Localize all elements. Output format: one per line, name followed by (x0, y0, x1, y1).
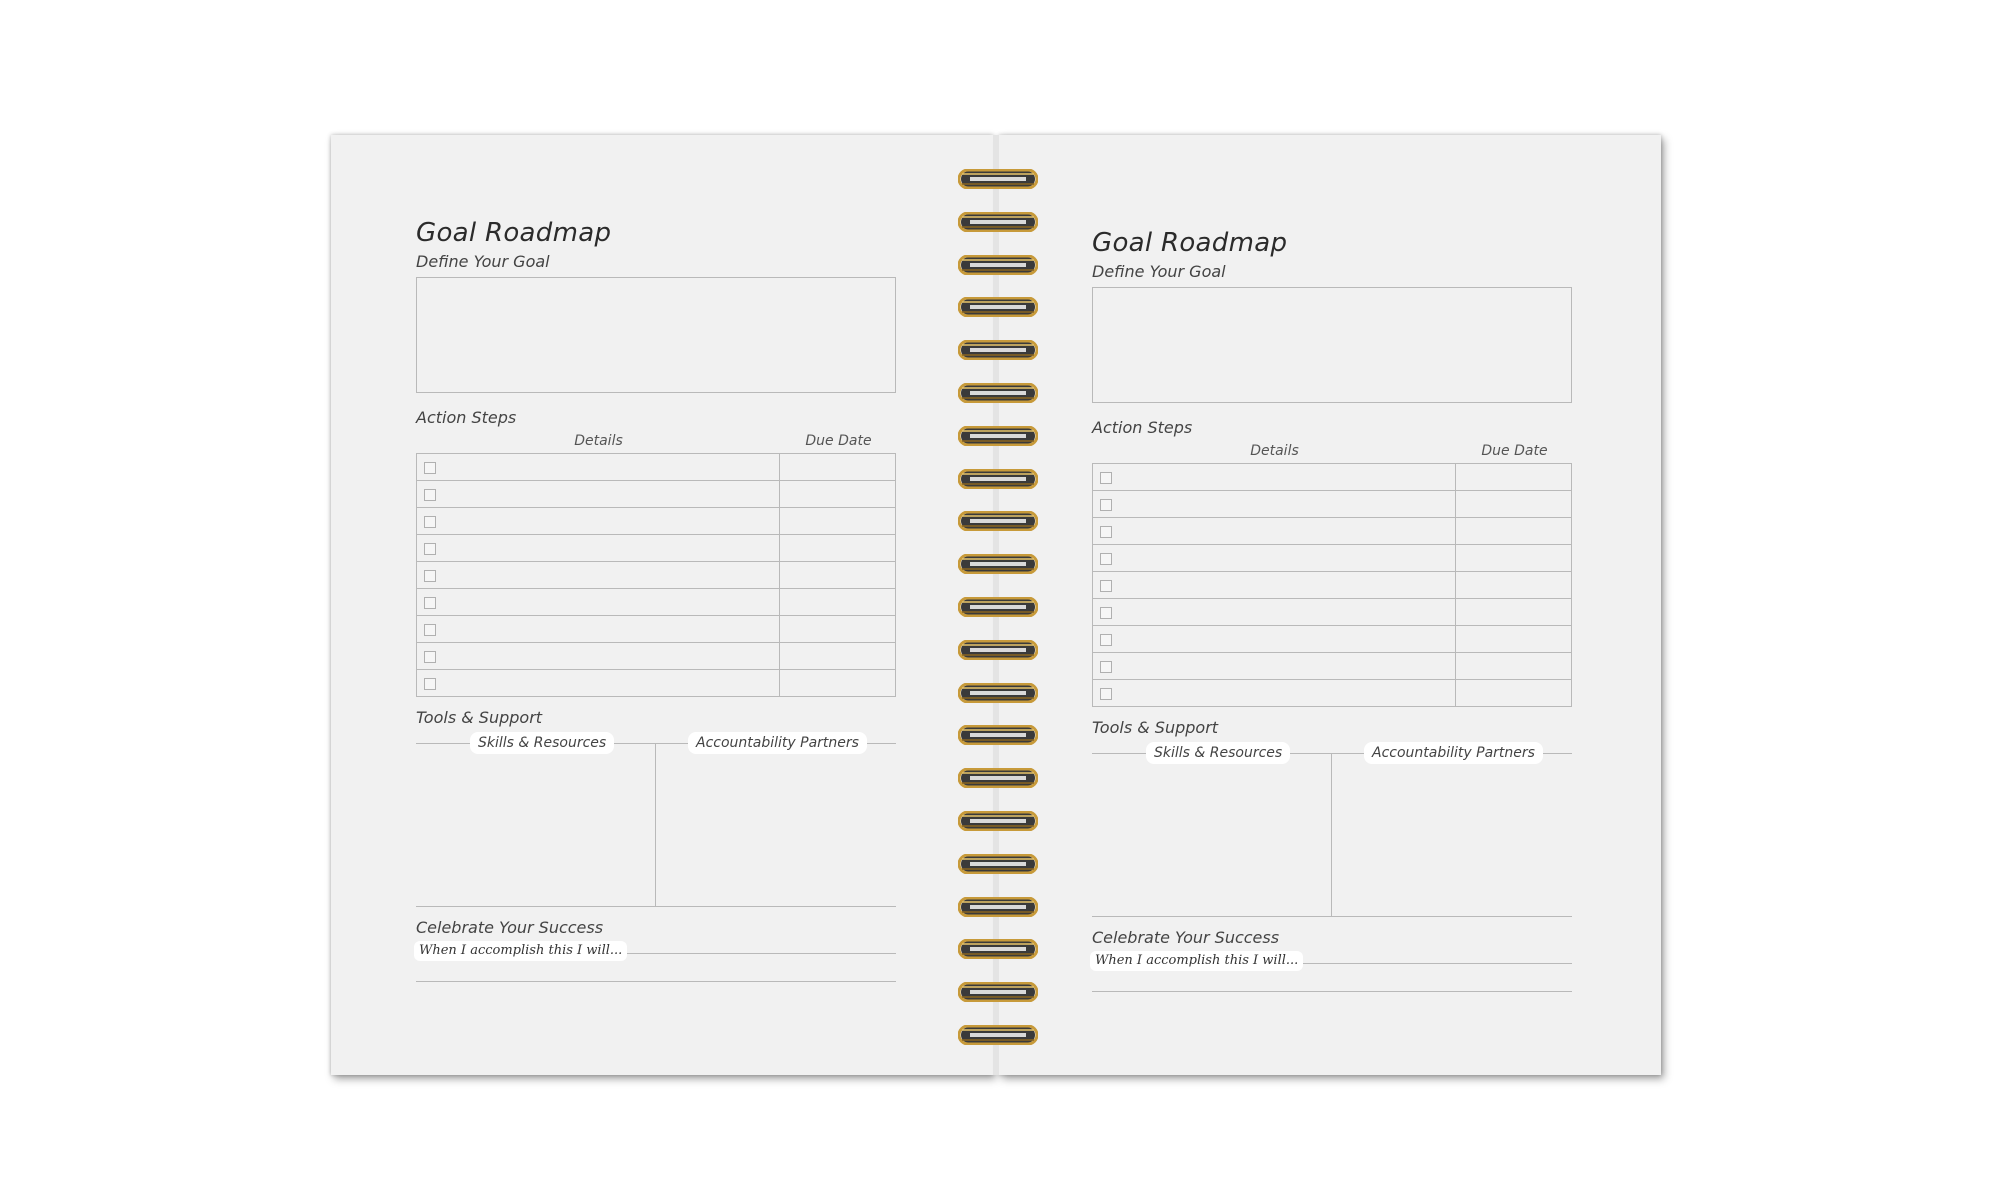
checkbox[interactable] (1100, 499, 1112, 511)
details-header: Details (574, 433, 623, 449)
checkbox[interactable] (424, 462, 436, 474)
writing-line (1092, 991, 1572, 992)
due-date-cell[interactable] (1456, 518, 1572, 545)
action-steps-body (1093, 464, 1572, 707)
table-row (1093, 491, 1572, 518)
accountability-partners-label: Accountability Partners (688, 732, 867, 754)
checkbox[interactable] (424, 651, 436, 663)
due-date-cell[interactable] (780, 670, 896, 697)
divider (1331, 753, 1332, 917)
checkbox[interactable] (1100, 472, 1112, 484)
spiral-ring (958, 939, 1038, 959)
details-cell[interactable] (417, 643, 780, 670)
table-row (1093, 599, 1572, 626)
due-date-cell[interactable] (1456, 680, 1572, 707)
due-date-cell[interactable] (780, 643, 896, 670)
details-cell[interactable] (1093, 599, 1456, 626)
divider (655, 743, 656, 907)
due-date-cell[interactable] (780, 589, 896, 616)
spiral-ring (958, 511, 1038, 531)
define-goal-box[interactable] (1092, 287, 1572, 403)
due-date-header: Due Date (1481, 443, 1548, 459)
tools-support-section (1092, 739, 1572, 917)
due-date-cell[interactable] (1456, 626, 1572, 653)
due-date-cell[interactable] (780, 616, 896, 643)
celebrate-success-label: Celebrate Your Success (1092, 928, 1280, 947)
due-date-cell[interactable] (780, 562, 896, 589)
right-page-content (1092, 225, 1572, 1009)
define-goal-label: Define Your Goal (1092, 262, 1226, 281)
table-row (417, 616, 896, 643)
table-row (1093, 545, 1572, 572)
checkbox[interactable] (1100, 634, 1112, 646)
checkbox[interactable] (1100, 661, 1112, 673)
left-page-content (416, 215, 896, 999)
action-steps-label: Action Steps (1092, 418, 1193, 437)
spiral-ring (958, 554, 1038, 574)
accountability-partners-label: Accountability Partners (1364, 742, 1543, 764)
spiral-ring (958, 725, 1038, 745)
due-date-cell[interactable] (780, 454, 896, 481)
celebrate-success-label: Celebrate Your Success (416, 918, 604, 937)
spiral-ring (958, 169, 1038, 189)
checkbox[interactable] (424, 570, 436, 582)
left-page (331, 135, 993, 1075)
checkbox[interactable] (424, 624, 436, 636)
table-row (1093, 572, 1572, 599)
checkbox[interactable] (1100, 526, 1112, 538)
table-row (417, 508, 896, 535)
table-row (417, 670, 896, 697)
action-steps-table (416, 453, 896, 697)
spiral-ring (958, 982, 1038, 1002)
details-cell[interactable] (417, 670, 780, 697)
details-cell[interactable] (1093, 572, 1456, 599)
details-cell[interactable] (417, 589, 780, 616)
table-row (1093, 464, 1572, 491)
skills-resources-label: Skills & Resources (470, 732, 614, 754)
define-goal-box[interactable] (416, 277, 896, 393)
spiral-ring (958, 768, 1038, 788)
spiral-ring (958, 426, 1038, 446)
define-goal-label: Define Your Goal (416, 252, 550, 271)
spiral-ring (958, 1025, 1038, 1045)
spiral-ring (958, 297, 1038, 317)
due-date-cell[interactable] (1456, 653, 1572, 680)
spiral-ring (958, 854, 1038, 874)
checkbox[interactable] (1100, 580, 1112, 592)
table-row (417, 643, 896, 670)
due-date-cell[interactable] (1456, 599, 1572, 626)
details-cell[interactable] (1093, 545, 1456, 572)
spiral-ring (958, 383, 1038, 403)
table-row (417, 454, 896, 481)
details-cell[interactable] (417, 535, 780, 562)
details-cell[interactable] (417, 508, 780, 535)
details-cell[interactable] (1093, 626, 1456, 653)
spiral-ring (958, 897, 1038, 917)
due-date-cell[interactable] (1456, 491, 1572, 518)
checkbox[interactable] (1100, 688, 1112, 700)
due-date-cell[interactable] (780, 535, 896, 562)
due-date-cell[interactable] (780, 481, 896, 508)
spiral-ring (958, 469, 1038, 489)
action-steps-headers (1092, 439, 1572, 463)
action-steps-body (417, 454, 896, 697)
spiral-ring (958, 597, 1038, 617)
details-cell[interactable] (1093, 464, 1456, 491)
table-row (417, 562, 896, 589)
due-date-cell[interactable] (1456, 572, 1572, 599)
details-cell[interactable] (417, 616, 780, 643)
spiral-ring (958, 255, 1038, 275)
details-cell[interactable] (417, 454, 780, 481)
checkbox[interactable] (424, 489, 436, 501)
celebrate-prompt: When I accomplish this I will... (1090, 951, 1303, 971)
divider (1092, 916, 1572, 917)
table-row (1093, 518, 1572, 545)
spiral-ring (958, 340, 1038, 360)
checkbox[interactable] (1100, 553, 1112, 565)
celebrate-section[interactable] (416, 939, 896, 999)
details-cell[interactable] (417, 562, 780, 589)
celebrate-prompt: When I accomplish this I will... (414, 941, 627, 961)
details-cell[interactable] (1093, 518, 1456, 545)
table-row (1093, 653, 1572, 680)
due-date-cell[interactable] (1456, 464, 1572, 491)
table-row (1093, 680, 1572, 707)
checkbox[interactable] (424, 543, 436, 555)
table-row (417, 481, 896, 508)
page-title: Goal Roadmap (1092, 228, 1288, 258)
tools-support-section (416, 729, 896, 907)
details-cell[interactable] (1093, 680, 1456, 707)
details-cell[interactable] (1093, 653, 1456, 680)
table-row (417, 589, 896, 616)
spiral-ring (958, 811, 1038, 831)
writing-line (416, 981, 896, 982)
action-steps-headers (416, 429, 896, 453)
checkbox[interactable] (424, 516, 436, 528)
checkbox[interactable] (1100, 607, 1112, 619)
details-header: Details (1250, 443, 1299, 459)
spiral-ring (958, 212, 1038, 232)
action-steps-table (1092, 463, 1572, 707)
spiral-ring (958, 683, 1038, 703)
details-cell[interactable] (417, 481, 780, 508)
table-row (417, 535, 896, 562)
details-cell[interactable] (1093, 491, 1456, 518)
celebrate-section[interactable] (1092, 949, 1572, 1009)
tools-support-label: Tools & Support (1092, 718, 1219, 737)
right-page (999, 135, 1661, 1075)
due-date-cell[interactable] (780, 508, 896, 535)
table-row (1093, 626, 1572, 653)
checkbox[interactable] (424, 678, 436, 690)
due-date-cell[interactable] (1456, 545, 1572, 572)
tools-support-label: Tools & Support (416, 708, 543, 727)
due-date-header: Due Date (805, 433, 872, 449)
spiral-ring (958, 640, 1038, 660)
action-steps-label: Action Steps (416, 408, 517, 427)
page-title: Goal Roadmap (416, 218, 612, 248)
skills-resources-label: Skills & Resources (1146, 742, 1290, 764)
divider (416, 906, 896, 907)
checkbox[interactable] (424, 597, 436, 609)
